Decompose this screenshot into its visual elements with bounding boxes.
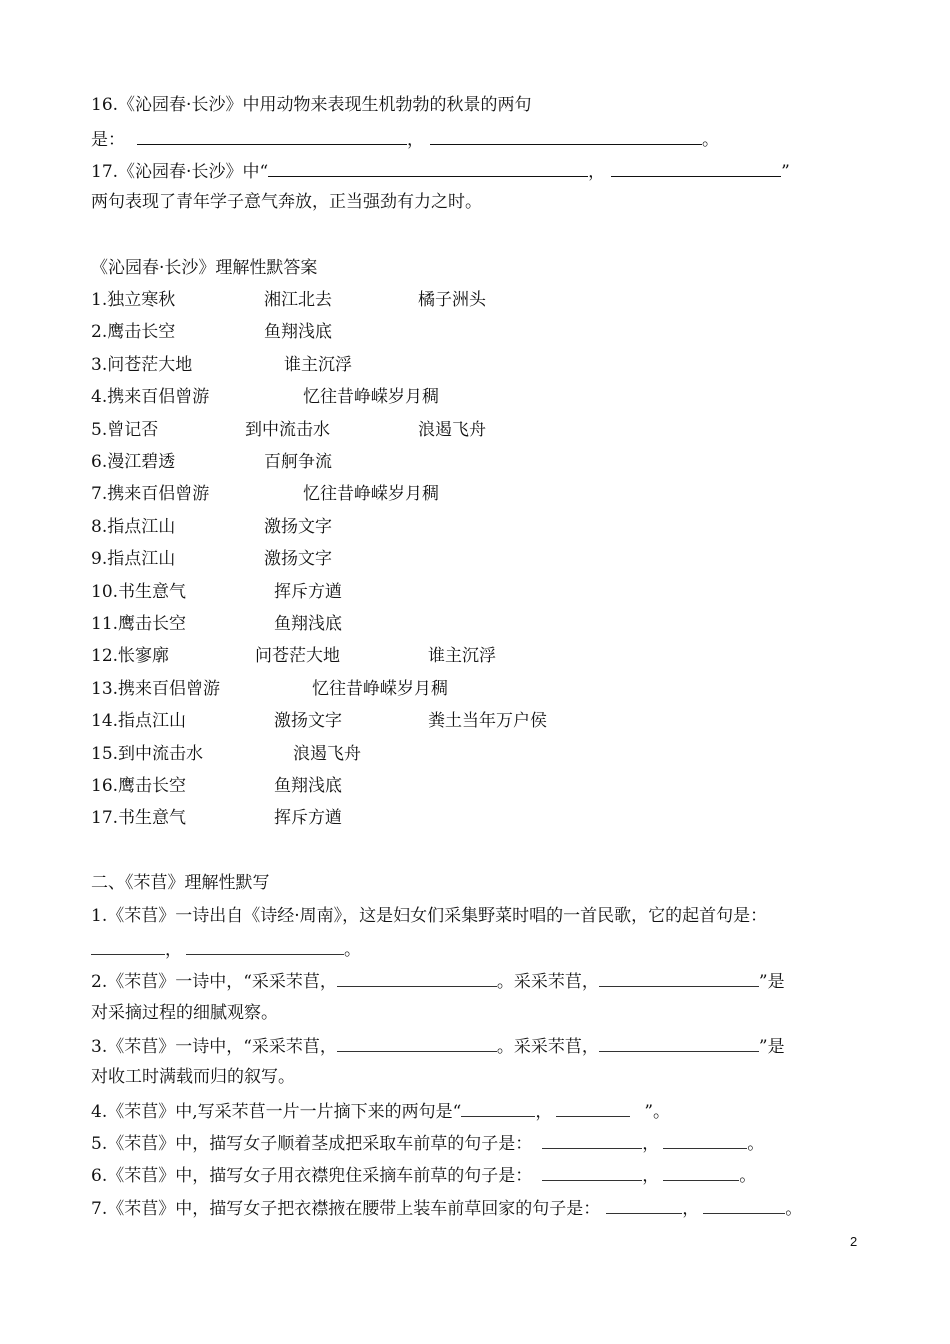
answer-blank[interactable] (556, 1098, 630, 1117)
answer-item: 橘子洲头 (418, 290, 486, 310)
answer-blank[interactable] (542, 1130, 642, 1149)
answer-item: 到中流击水 (245, 419, 330, 440)
page-number: 2 (850, 1234, 858, 1249)
answer-item: 6.漫江碧透 (91, 452, 176, 472)
answer-item: 粪土当年万户侯 (428, 711, 547, 732)
s2-question-6: 6.《芣苢》中，描写女子用衣襟兜住采摘车前草的句子是： ， 。 (91, 1162, 756, 1188)
answer-item: 3.问苍茫大地 (91, 354, 193, 375)
answer-blank[interactable] (611, 158, 781, 177)
answer-item: 4.携来百侣曾游 (91, 387, 210, 408)
answer-item: 鱼翔浅底 (264, 322, 332, 343)
answer-blank[interactable] (663, 1162, 739, 1181)
answer-item: 8.指点江山 (91, 516, 176, 537)
answer-item: 浪遏飞舟 (418, 419, 486, 440)
answer-item: 5.曾记否 (91, 419, 159, 440)
s2-question-5: 5.《芣苢》中，描写女子顺着茎成把采取车前草的句子是： ， 。 (91, 1130, 764, 1156)
answers-title: 《沁园春·长沙》理解性默答案 (91, 258, 318, 278)
answer-item: 激扬文字 (264, 549, 332, 570)
question-17-line2: 两句表现了青年学子意气奔放，正当强劲有力之时。 (91, 192, 482, 212)
answer-item: 12.怅寥廓 (91, 646, 170, 667)
answer-item: 2.鹰击长空 (91, 322, 176, 343)
answer-blank[interactable] (91, 936, 165, 955)
answer-item: 浪遏飞舟 (293, 743, 361, 764)
question-16-line2: 是： ， 。 (91, 126, 719, 152)
answer-item: 激扬文字 (264, 516, 332, 537)
answer-blank[interactable] (599, 1033, 759, 1052)
answer-blank[interactable] (337, 968, 497, 987)
answer-blank[interactable] (461, 1098, 535, 1117)
answer-item: 忆往昔峥嵘岁月稠 (303, 484, 439, 505)
answer-item: 17.书生意气 (91, 808, 187, 829)
answer-blank[interactable] (430, 126, 702, 145)
question-16-line1: 16.《沁园春·长沙》中用动物来表现生机勃勃的秋景的两句 (91, 95, 532, 115)
answer-item: 16.鹰击长空 (91, 776, 187, 796)
s2-question-1-line1: 1.《芣苢》一诗出自《诗经·周南》，这是妇女们采集野菜时唱的一首民歌，它的起首句是： (91, 906, 768, 926)
answer-item: 挥斥方遒 (274, 808, 342, 829)
question-17-line1: 17.《沁园春·长沙》中“ ， ” (91, 158, 790, 184)
answer-blank[interactable] (186, 936, 344, 955)
s2-question-2-line1: 2.《芣苢》一诗中，“采采芣苢， 。采采芣苢， ”是 (91, 968, 785, 994)
answer-item: 15.到中流击水 (91, 743, 204, 764)
answer-item: 11.鹰击长空 (91, 614, 187, 634)
s2-question-2-line2: 对采摘过程的细腻观察。 (91, 1003, 278, 1023)
answer-blank[interactable] (137, 126, 407, 145)
answer-blank[interactable] (268, 158, 588, 177)
s2-question-3-line2: 对收工时满载而归的叙写。 (91, 1067, 295, 1087)
answer-blank[interactable] (542, 1162, 642, 1181)
answer-blank[interactable] (606, 1195, 682, 1214)
answer-item: 挥斥方遒 (274, 581, 342, 602)
answer-item: 忆往昔峥嵘岁月稠 (303, 387, 439, 408)
answer-blank[interactable] (663, 1130, 747, 1149)
answer-item: 9.指点江山 (91, 549, 176, 570)
answer-item: 问苍茫大地 (255, 646, 340, 667)
answer-item: 谁主沉浮 (428, 646, 496, 667)
section-2-title: 二、《芣苢》理解性默写 (91, 873, 270, 893)
answer-item: 10.书生意气 (91, 581, 187, 602)
answer-item: 7.携来百侣曾游 (91, 484, 210, 505)
answer-item: 1.独立寒秋 (91, 290, 176, 310)
s2-question-3-line1: 3.《芣苢》一诗中，“采采芣苢， 。采采芣苢， ”是 (91, 1033, 785, 1059)
s2-question-1-line2: ， 。 (91, 936, 361, 962)
s2-question-7: 7.《芣苢》中，描写女子把衣襟掖在腰带上装车前草回家的句子是： ， 。 (91, 1195, 802, 1221)
s2-question-4: 4.《芣苢》中,写采芣苢一片一片摘下来的两句是“ ， ”。 (91, 1098, 670, 1124)
answer-item: 湘江北去 (264, 290, 332, 310)
answer-blank[interactable] (337, 1033, 497, 1052)
answer-item: 谁主沉浮 (284, 354, 352, 375)
answer-blank[interactable] (599, 968, 759, 987)
answer-item: 鱼翔浅底 (274, 614, 342, 634)
answer-blank[interactable] (703, 1195, 785, 1214)
answer-item: 13.携来百侣曾游 (91, 678, 221, 699)
answer-item: 百舸争流 (264, 452, 332, 472)
answer-item: 鱼翔浅底 (274, 776, 342, 796)
answer-item: 激扬文字 (274, 711, 342, 732)
answer-item: 14.指点江山 (91, 711, 187, 732)
answer-item: 忆往昔峥嵘岁月稠 (312, 678, 448, 699)
